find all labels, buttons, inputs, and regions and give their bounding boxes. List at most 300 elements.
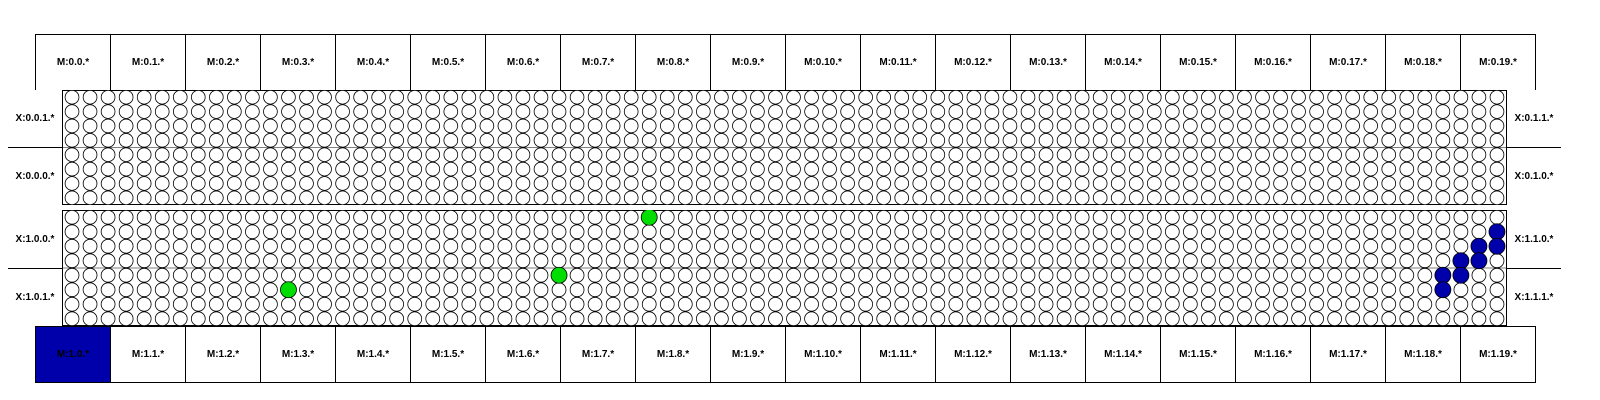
grid-1-dot bbox=[83, 210, 97, 224]
grid-1-dot bbox=[119, 312, 133, 326]
grid-0-dot bbox=[877, 177, 891, 191]
grid-0-dot bbox=[480, 177, 494, 191]
grid-0-dot bbox=[967, 191, 981, 205]
grid-1-dot bbox=[967, 268, 981, 282]
top-label-cell-17: M:0.17.* bbox=[1310, 34, 1386, 91]
grid-1-dot bbox=[1147, 268, 1161, 282]
grid-1-dot bbox=[1418, 254, 1432, 268]
grid-1-dot bbox=[173, 312, 187, 326]
grid-0-dot bbox=[336, 105, 350, 119]
grid-1-dot bbox=[913, 254, 927, 268]
grid-0-dot bbox=[1400, 119, 1414, 133]
grid-1-dot bbox=[1310, 254, 1324, 268]
grid-1-dot bbox=[1454, 312, 1468, 326]
grid-1-dot bbox=[1111, 312, 1125, 326]
grid-0-dot bbox=[913, 119, 927, 133]
grid-0-dot bbox=[1093, 133, 1107, 147]
grid-0-dot bbox=[1400, 133, 1414, 147]
grid-1-green-dot bbox=[551, 267, 567, 283]
grid-1-dot bbox=[1346, 312, 1360, 326]
grid-0-dot bbox=[895, 162, 909, 176]
grid-1-dot bbox=[1400, 225, 1414, 239]
grid-0-dot bbox=[1418, 133, 1432, 147]
grid-0-dot bbox=[931, 105, 945, 119]
grid-0-dot bbox=[1039, 105, 1053, 119]
grid-0-dot bbox=[967, 177, 981, 191]
grid-1-dot bbox=[101, 283, 115, 297]
grid-1-dot bbox=[769, 283, 783, 297]
grid-1-dot bbox=[678, 283, 692, 297]
grid-0-dot bbox=[552, 133, 566, 147]
grid-0-dot bbox=[354, 133, 368, 147]
grid-0-dot bbox=[245, 90, 259, 104]
bottom-label-cell-16: M:1.16.* bbox=[1235, 326, 1311, 383]
grid-1-dot bbox=[895, 312, 909, 326]
grid-0-dot bbox=[841, 119, 855, 133]
grid-0-dot bbox=[949, 119, 963, 133]
bottom-label-cell-6: M:1.6.* bbox=[485, 326, 561, 383]
top-label-cell-14: M:0.14.* bbox=[1085, 34, 1161, 91]
grid-1-dot bbox=[1472, 225, 1486, 239]
grid-1-dot bbox=[696, 283, 710, 297]
grid-0-dot bbox=[570, 133, 584, 147]
grid-0-dot bbox=[642, 133, 656, 147]
grid-0-dot bbox=[1274, 105, 1288, 119]
grid-0-dot bbox=[805, 90, 819, 104]
grid-1-dot bbox=[245, 239, 259, 253]
grid-0-dot bbox=[733, 119, 747, 133]
grid-1-dot bbox=[588, 254, 602, 268]
grid-1-dot bbox=[516, 254, 530, 268]
grid-1-dot bbox=[390, 297, 404, 311]
grid-1-dot bbox=[245, 268, 259, 282]
grid-1-dot bbox=[1436, 254, 1450, 268]
grid-0-dot bbox=[1256, 162, 1270, 176]
grid-1-dot bbox=[209, 268, 223, 282]
grid-0-dot bbox=[191, 90, 205, 104]
grid-1-dot bbox=[408, 297, 422, 311]
grid-1-dot bbox=[227, 297, 241, 311]
grid-1-dot bbox=[949, 312, 963, 326]
grid-1-dot bbox=[444, 297, 458, 311]
grid-1-dot bbox=[895, 268, 909, 282]
grid-1-dot bbox=[1075, 297, 1089, 311]
grid-1-dot bbox=[1400, 210, 1414, 224]
grid-1-dot bbox=[642, 297, 656, 311]
grid-0-dot bbox=[245, 191, 259, 205]
grid-1-dot bbox=[949, 297, 963, 311]
grid-1-dot bbox=[714, 283, 728, 297]
grid-0-dot bbox=[1075, 119, 1089, 133]
grid-1-dot bbox=[931, 268, 945, 282]
grid-1-dot bbox=[931, 283, 945, 297]
grid-1-dot bbox=[1418, 312, 1432, 326]
grid-1-dot bbox=[227, 210, 241, 224]
grid-0-dot bbox=[1382, 177, 1396, 191]
grid-1-dot bbox=[1328, 268, 1342, 282]
grid-0-dot bbox=[751, 119, 765, 133]
grid-1-dot bbox=[408, 268, 422, 282]
grid-0-dot bbox=[769, 133, 783, 147]
grid-1-dot bbox=[1129, 239, 1143, 253]
grid-1-dot bbox=[1310, 210, 1324, 224]
grid-0-dot bbox=[1436, 191, 1450, 205]
grid-0-dot bbox=[372, 105, 386, 119]
grid-1-dot bbox=[624, 210, 638, 224]
grid-0-dot bbox=[877, 119, 891, 133]
grid-0-dot bbox=[931, 90, 945, 104]
grid-0-dot bbox=[1111, 148, 1125, 162]
grid-1-dot bbox=[263, 210, 277, 224]
grid-0-dot bbox=[372, 133, 386, 147]
grid-0-dot bbox=[624, 148, 638, 162]
grid-0-dot bbox=[877, 133, 891, 147]
grid-0-dot bbox=[264, 148, 278, 162]
grid-1-dot bbox=[1111, 297, 1125, 311]
grid-1-dot bbox=[534, 283, 548, 297]
grid-1-dot bbox=[408, 283, 422, 297]
grid-1-dot bbox=[1364, 225, 1378, 239]
grid-1-dot bbox=[245, 297, 259, 311]
grid-1-dot bbox=[1256, 283, 1270, 297]
grid-1-dot bbox=[714, 210, 728, 224]
grid-0-dot bbox=[155, 133, 169, 147]
grid-0-dot bbox=[516, 148, 530, 162]
grid-0-dot bbox=[209, 177, 223, 191]
grid-0-dot bbox=[534, 148, 548, 162]
grid-0-dot bbox=[751, 191, 765, 205]
top-label-cell-19: M:0.19.* bbox=[1460, 34, 1536, 91]
grid-0-dot bbox=[282, 191, 296, 205]
grid-0-dot bbox=[570, 162, 584, 176]
grid-1-dot bbox=[1075, 210, 1089, 224]
grid-0-dot bbox=[354, 90, 368, 104]
grid-0-dot bbox=[1364, 133, 1378, 147]
grid-1-dot bbox=[805, 283, 819, 297]
grid-1-dot bbox=[714, 268, 728, 282]
grid-1-dot bbox=[823, 268, 837, 282]
grid-1-dot bbox=[1237, 210, 1251, 224]
grid-0-dot bbox=[1328, 177, 1342, 191]
grid-0-dot bbox=[949, 105, 963, 119]
grid-1-dot bbox=[408, 312, 422, 326]
grid-1-dot bbox=[1039, 297, 1053, 311]
grid-0-dot bbox=[282, 119, 296, 133]
grid-1-dot bbox=[83, 283, 97, 297]
grid-0-dot bbox=[65, 119, 79, 133]
grid-0-dot bbox=[1436, 90, 1450, 104]
grid-1-dot bbox=[119, 210, 133, 224]
grid-0-dot bbox=[1057, 105, 1071, 119]
grid-1-dot bbox=[1201, 312, 1215, 326]
grid-0-dot bbox=[1039, 191, 1053, 205]
grid-1-dot bbox=[1093, 239, 1107, 253]
grid-0-dot bbox=[805, 191, 819, 205]
grid-1-dot bbox=[750, 225, 764, 239]
grid-0-dot bbox=[678, 133, 692, 147]
grid-1-dot bbox=[696, 312, 710, 326]
grid-1-dot bbox=[480, 210, 494, 224]
grid-1-dot bbox=[65, 254, 79, 268]
bottom-label-cell-1: M:1.1.* bbox=[110, 326, 186, 383]
grid-0-dot bbox=[65, 148, 79, 162]
grid-0-dot bbox=[1346, 162, 1360, 176]
grid-1-dot bbox=[805, 268, 819, 282]
grid-1-dot bbox=[354, 210, 368, 224]
grid-1-dot bbox=[1400, 268, 1414, 282]
grid-0-dot bbox=[245, 133, 259, 147]
grid-0-dot bbox=[1165, 105, 1179, 119]
grid-1-dot bbox=[841, 254, 855, 268]
grid-0-dot bbox=[101, 133, 115, 147]
grid-1-dot bbox=[426, 239, 440, 253]
grid-0-dot bbox=[209, 162, 223, 176]
grid-0-dot bbox=[318, 119, 332, 133]
grid-1-dot bbox=[913, 239, 927, 253]
grid-0-dot bbox=[823, 162, 837, 176]
grid-0-dot bbox=[390, 162, 404, 176]
grid-1-dot bbox=[570, 239, 584, 253]
grid-1-dot bbox=[787, 283, 801, 297]
grid-1-dot bbox=[606, 225, 620, 239]
grid-0-dot bbox=[119, 119, 133, 133]
grid-1-dot bbox=[119, 268, 133, 282]
grid-1-dot bbox=[426, 297, 440, 311]
grid-0-dot bbox=[83, 119, 97, 133]
grid-1-dot bbox=[390, 210, 404, 224]
grid-0-dot bbox=[660, 191, 674, 205]
grid-0-dot bbox=[1111, 177, 1125, 191]
grid-1-dot bbox=[841, 297, 855, 311]
grid-1-dot bbox=[985, 268, 999, 282]
grid-0-dot bbox=[751, 148, 765, 162]
grid-1-dot bbox=[1093, 225, 1107, 239]
grid-0-dot bbox=[1328, 162, 1342, 176]
grid-0-dot bbox=[1201, 133, 1215, 147]
top-label-cell-18: M:0.18.* bbox=[1385, 34, 1461, 91]
grid-1-dot bbox=[227, 254, 241, 268]
grid-1-dot bbox=[985, 283, 999, 297]
grid-1-dot bbox=[173, 210, 187, 224]
grid-1-dot bbox=[1039, 312, 1053, 326]
grid-1-dot bbox=[552, 283, 566, 297]
grid-1-dot bbox=[714, 312, 728, 326]
grid-0-dot bbox=[588, 162, 602, 176]
grid-1-dot bbox=[787, 297, 801, 311]
grid-1-dot bbox=[1346, 210, 1360, 224]
grid-0-dot bbox=[282, 90, 296, 104]
grid-1-dot bbox=[1219, 268, 1233, 282]
grid-1-dot bbox=[137, 239, 151, 253]
grid-0-dot bbox=[1201, 90, 1215, 104]
top-label-cell-15: M:0.15.* bbox=[1160, 34, 1236, 91]
grid-0-dot bbox=[300, 191, 314, 205]
grid-1-dot bbox=[1274, 254, 1288, 268]
grid-1-dot bbox=[750, 254, 764, 268]
grid-1-dot bbox=[227, 268, 241, 282]
grid-0-dot bbox=[1075, 162, 1089, 176]
grid-0-dot bbox=[696, 90, 710, 104]
grid-0-dot bbox=[155, 162, 169, 176]
grid-0-dot bbox=[1238, 119, 1252, 133]
grid-0-dot bbox=[1472, 119, 1486, 133]
grid-0-dot bbox=[1418, 119, 1432, 133]
grid-1-dot bbox=[696, 268, 710, 282]
grid-0-dot bbox=[516, 133, 530, 147]
grid-0-dot bbox=[913, 162, 927, 176]
grid-0-dot bbox=[606, 119, 620, 133]
grid-0-dot bbox=[191, 133, 205, 147]
grid-0-dot bbox=[480, 119, 494, 133]
grid-0-dot bbox=[606, 90, 620, 104]
grid-1-dot bbox=[1237, 268, 1251, 282]
grid-1-dot bbox=[336, 283, 350, 297]
grid-0-dot bbox=[354, 177, 368, 191]
grid-1-dot bbox=[480, 225, 494, 239]
grid-1-dot bbox=[209, 239, 223, 253]
grid-1-dot bbox=[191, 254, 205, 268]
grid-0-dot bbox=[1093, 162, 1107, 176]
grid-1-dot bbox=[1219, 254, 1233, 268]
grid-0-dot bbox=[1382, 162, 1396, 176]
grid-0-dot bbox=[191, 148, 205, 162]
top-label-cell-2: M:0.2.* bbox=[185, 34, 261, 91]
grid-1-dot bbox=[642, 312, 656, 326]
grid-0-dot bbox=[1129, 90, 1143, 104]
grid-1-blue-dot bbox=[1453, 253, 1469, 269]
grid-1-dot bbox=[1165, 225, 1179, 239]
grid-1-dot bbox=[859, 312, 873, 326]
grid-0-dot bbox=[1021, 191, 1035, 205]
grid-0-dot bbox=[1490, 119, 1504, 133]
grid-0-dot bbox=[769, 90, 783, 104]
grid-1-dot bbox=[732, 239, 746, 253]
grid-1-dot bbox=[1039, 283, 1053, 297]
grid-1-dot bbox=[390, 283, 404, 297]
grid-1-dot bbox=[390, 225, 404, 239]
grid-1-dot bbox=[480, 268, 494, 282]
grid-0-dot bbox=[1256, 133, 1270, 147]
grid-0-dot bbox=[498, 148, 512, 162]
grid-1-dot bbox=[787, 239, 801, 253]
grid-1-dot bbox=[119, 297, 133, 311]
grid-0-dot bbox=[714, 177, 728, 191]
grid-0-dot bbox=[1021, 119, 1035, 133]
bottom-label-cell-3: M:1.3.* bbox=[260, 326, 336, 383]
grid-0-dot bbox=[426, 90, 440, 104]
grid-0-dot bbox=[1292, 90, 1306, 104]
grid-1-dot bbox=[570, 297, 584, 311]
bottom-label-cell-2: M:1.2.* bbox=[185, 326, 261, 383]
grid-0-dot bbox=[1292, 148, 1306, 162]
bottom-label-cell-17: M:1.17.* bbox=[1310, 326, 1386, 383]
grid-0-dot bbox=[300, 105, 314, 119]
grid-0-dot bbox=[877, 90, 891, 104]
grid-0-dot bbox=[137, 177, 151, 191]
grid-1-dot bbox=[155, 239, 169, 253]
grid-0-dot bbox=[137, 90, 151, 104]
grid-0-dot bbox=[191, 162, 205, 176]
grid-1-dot bbox=[1183, 283, 1197, 297]
grid-0-dot bbox=[588, 148, 602, 162]
grid-1-dot bbox=[1237, 283, 1251, 297]
grid-1-dot bbox=[1057, 283, 1071, 297]
grid-1-dot bbox=[895, 210, 909, 224]
grid-1-dot bbox=[1201, 254, 1215, 268]
grid-1-dot bbox=[1364, 210, 1378, 224]
grid-0-dot bbox=[1201, 191, 1215, 205]
grid-0-dot bbox=[1364, 119, 1378, 133]
grid-1-dot bbox=[1039, 254, 1053, 268]
grid-0-dot bbox=[1057, 133, 1071, 147]
grid-0-dot-matrix bbox=[63, 90, 1506, 205]
top-label-cell-4: M:0.4.* bbox=[335, 34, 411, 91]
grid-0-dot bbox=[83, 90, 97, 104]
grid-0-dot bbox=[985, 148, 999, 162]
grid-0-dot bbox=[751, 133, 765, 147]
grid-0-dot bbox=[534, 191, 548, 205]
grid-0-dot bbox=[1472, 148, 1486, 162]
grid-1-dot bbox=[1310, 283, 1324, 297]
grid-0-dot bbox=[426, 105, 440, 119]
grid-1-dot bbox=[1436, 297, 1450, 311]
grid-0-dot bbox=[209, 133, 223, 147]
grid-1-dot bbox=[83, 297, 97, 311]
grid-1-dot bbox=[877, 210, 891, 224]
grid-0-dot bbox=[444, 191, 458, 205]
grid-0-dot bbox=[877, 191, 891, 205]
grid-0-dot bbox=[823, 105, 837, 119]
grid-0-dot bbox=[931, 191, 945, 205]
grid-0-dot bbox=[1129, 162, 1143, 176]
grid-0-dot bbox=[570, 148, 584, 162]
grid-1-dot bbox=[1093, 283, 1107, 297]
grid-1-dot bbox=[895, 239, 909, 253]
grid-0-dot bbox=[1147, 105, 1161, 119]
grid-1-dot bbox=[209, 297, 223, 311]
grid-1-dot bbox=[101, 239, 115, 253]
grid-1-dot bbox=[1346, 268, 1360, 282]
grid-1-dot bbox=[1219, 312, 1233, 326]
grid-0-dot bbox=[1165, 119, 1179, 133]
grid-1-dot bbox=[390, 254, 404, 268]
grid-1-dot bbox=[245, 225, 259, 239]
grid-1-dot bbox=[534, 225, 548, 239]
grid-0-dot bbox=[769, 119, 783, 133]
grid-1-dot bbox=[1364, 283, 1378, 297]
grid-1-dot bbox=[1256, 297, 1270, 311]
grid-1-dot bbox=[1219, 225, 1233, 239]
grid-0-dot bbox=[1454, 177, 1468, 191]
grid-0-dot bbox=[1111, 105, 1125, 119]
grid-1-dot bbox=[119, 283, 133, 297]
grid-1-dot bbox=[1093, 297, 1107, 311]
grid-1-dot bbox=[1328, 225, 1342, 239]
grid-0-dot bbox=[155, 148, 169, 162]
grid-0-dot bbox=[1075, 90, 1089, 104]
grid-0-dot bbox=[805, 177, 819, 191]
grid-1-left-label-bottom: X:1.0.1.* bbox=[8, 268, 63, 326]
grid-1-dot bbox=[624, 268, 638, 282]
grid-0-dot bbox=[805, 162, 819, 176]
grid-1-dot bbox=[444, 239, 458, 253]
grid-1-dot bbox=[173, 254, 187, 268]
grid-1-dot bbox=[732, 283, 746, 297]
grid-1-dot bbox=[678, 268, 692, 282]
grid-0-dot bbox=[390, 133, 404, 147]
grid-0-dot bbox=[300, 133, 314, 147]
grid-1-dot bbox=[877, 312, 891, 326]
